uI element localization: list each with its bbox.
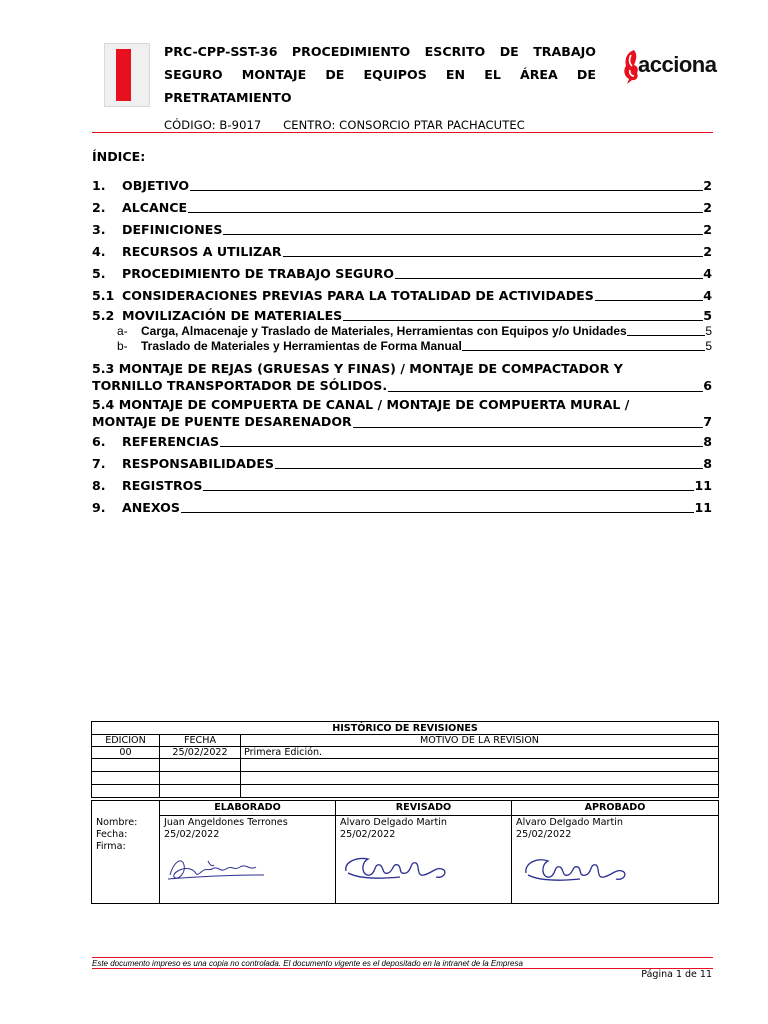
revisado-name: Alvaro Delgado Martin (340, 817, 447, 828)
signature-aprobado-icon (516, 851, 636, 885)
aprobado-name: Alvaro Delgado Martin (516, 817, 623, 828)
revisions-table (91, 721, 719, 798)
toc-entry-3[interactable]: 3. DEFINICIONES 2 (92, 222, 712, 237)
header-divider (92, 132, 713, 133)
toc-entry-2[interactable]: 2. ALCANCE 2 (92, 200, 712, 215)
toc-entry-7[interactable]: 7. RESPONSABILIDADES 8 (92, 456, 712, 471)
footer-divider-2 (92, 968, 713, 969)
document-title (164, 40, 596, 109)
toc-entry-1[interactable]: 1. OBJETIVO 2 (92, 178, 712, 193)
aprobado-header: APROBADO (512, 801, 719, 816)
col-edition: EDICION (92, 735, 160, 747)
revisado-date: 25/02/2022 (340, 829, 396, 840)
revisado-cell (336, 816, 512, 904)
toc-subentry-b[interactable]: b- Traslado de Materiales y Herramientas de Forma Manual 5 (117, 339, 712, 353)
work-center: CENTRO: CONSORCIO PTAR PACHACUTEC (283, 118, 525, 132)
footer-note: Este documento impreso es una copia no controlada. El documento vigente es el depositado en la intranet de la Empresa (92, 959, 523, 968)
approvals-table (91, 800, 719, 904)
approval-labels: Nombre: Fecha: Firma: (92, 816, 160, 904)
col-date: FECHA (160, 735, 241, 747)
toc-entry-5-2[interactable]: 5.2 MOVILIZACIÓN DE MATERIALES 5 (92, 308, 712, 323)
elaborado-date: 25/02/2022 (164, 829, 220, 840)
header-red-mark (104, 43, 150, 107)
elaborado-header: ELABORADO (160, 801, 336, 816)
table-row-empty (92, 759, 719, 772)
page-number: Página 1 de 11 (641, 969, 712, 980)
aprobado-date: 25/02/2022 (516, 829, 572, 840)
signature-revisado-icon (340, 851, 460, 885)
revisions-title: HISTÓRICO DE REVISIONES (92, 722, 719, 735)
table-row: 00 25/02/2022 Primera Edición. (92, 747, 719, 759)
table-row-empty (92, 785, 719, 798)
col-reason: MOTIVO DE LA REVISION (241, 735, 719, 747)
signature-elaborado-icon (164, 851, 274, 885)
aprobado-cell (512, 816, 719, 904)
table-row-empty (92, 772, 719, 785)
revisado-header: REVISADO (336, 801, 512, 816)
toc-entry-8[interactable]: 8. REGISTROS 11 (92, 478, 712, 493)
document-code: CÓDIGO: B-9017 (164, 118, 262, 132)
title-line-1: PRC-CPP-SST-36 PROCEDIMIENTO ESCRITO DE TRABAJO (164, 44, 596, 59)
toc-entry-5-3[interactable]: 5.3 MONTAJE DE REJAS (GRUESAS Y FINAS) / MONTAJE DE COMPACTADOR Y TORNILLO TRANSPORTADOR DE SÓLIDOS. 6 (92, 361, 712, 393)
logo-wordmark: acciona (638, 52, 717, 77)
toc-entry-4[interactable]: 4. RECURSOS A UTILIZAR 2 (92, 244, 712, 259)
toc-entry-5-1[interactable]: 5.1 CONSIDERACIONES PREVIAS PARA LA TOTALIDAD DE ACTIVIDADES 4 (92, 288, 712, 303)
toc-entry-5-4[interactable]: 5.4 MONTAJE DE COMPUERTA DE CANAL / MONTAJE DE COMPUERTA MURAL / MONTAJE DE PUENTE DESARENADOR 7 (92, 397, 712, 429)
index-title: ÍNDICE: (92, 149, 146, 164)
toc-subentry-a[interactable]: a- Carga, Almacenaje y Traslado de Materiales, Herramientas con Equipos y/o Unidades 5 (117, 324, 712, 338)
toc-entry-6[interactable]: 6. REFERENCIAS 8 (92, 434, 712, 449)
title-line-2: SEGURO MONTAJE DE EQUIPOS EN EL ÁREA DE (164, 67, 596, 82)
footer-divider (92, 957, 713, 958)
elaborado-name: Juan Angeldones Terrones (164, 817, 288, 828)
toc-entry-5[interactable]: 5. PROCEDIMIENTO DE TRABAJO SEGURO 4 (92, 266, 712, 281)
elaborado-cell (160, 816, 336, 904)
title-line-3: PRETRATAMIENTO (164, 90, 292, 105)
labels-header-cell (92, 801, 160, 816)
code-center-line (164, 118, 525, 132)
toc-entry-9[interactable]: 9. ANEXOS 11 (92, 500, 712, 515)
